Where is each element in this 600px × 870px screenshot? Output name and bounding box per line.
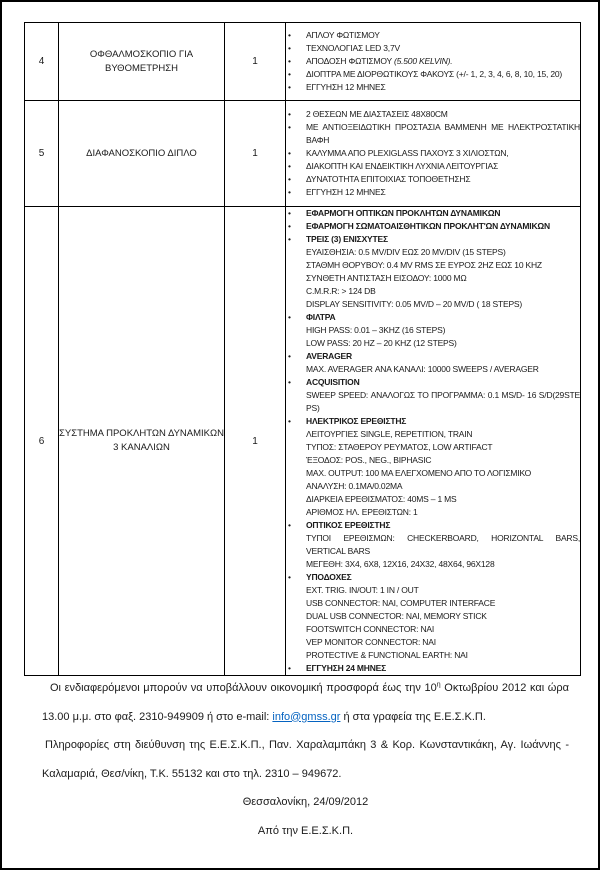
bullet-icon: • [288, 351, 291, 361]
bullet-icon: • [288, 208, 291, 218]
spec-subline: SWEEP SPEED: ΑΝΑΛΟΓΩΣ ΤΟ ΠΡΟΓΡΑΜΜΑ: 0.1 MS/D- 16 S/D(29STE PS) [306, 390, 580, 413]
spec-text: ΕΓΓΥΗΣΗ 12 ΜΗΝΕΣ [306, 82, 386, 92]
spec-subline: PROTECTIVE & FUNCTIONAL EARTH: ΝΑΙ [306, 650, 468, 660]
spec-bullet-item [286, 81, 580, 94]
spec-text: ΔΙΟΠΤΡΑ ΜΕ ΔΙΟΡΘΩΤΙΚΟΥΣ ΦΑΚΟΥΣ (+/- 1, 2, 3, 4, 6, 8, 10, 15, 20) [306, 69, 563, 79]
item-specs-cell [286, 101, 581, 207]
spec-subline: ΛΕΙΤΟΥΡΓΙΕΣ SINGLE, REPETITION, TRAIN [306, 429, 473, 439]
spec-line [306, 571, 580, 584]
item-specs-cell [286, 23, 581, 101]
table-row [25, 23, 581, 101]
spec-text: 2 ΘΕΣΕΩΝ ΜΕ ΔΙΑΣΤΑΣΕΙΣ 48Χ80CM [306, 109, 448, 119]
spec-bullet-item [286, 220, 580, 233]
spec-subline: ΤΥΠΟΙ ΕΡΕΘΙΣΜΩΝ: CHECKERBOARD, HORIZONTAL BARS, VERTICAL BARS [306, 533, 580, 556]
spec-bullet-item [286, 147, 580, 160]
spec-bullet-item [286, 311, 580, 350]
spec-bullet-item [286, 519, 580, 571]
spec-text: AVERAGER [306, 351, 352, 361]
spec-bullet-item [286, 233, 580, 311]
spec-subline: ΜΕΓΕΘΗ: 3Χ4, 6Χ8, 12Χ16, 24Χ32, 48Χ64, 96Χ128 [306, 559, 495, 569]
item-name: ΣΥΣΤΗΜΑ ΠΡΟΚΛΗΤΩΝ ΔΥΝΑΜΙΚΩΝ 3 ΚΑΝΑΛΙΩΝ [59, 207, 225, 676]
spec-subline: LOW PASS: 20 HZ – 20 KHZ (12 STEPS) [306, 338, 457, 348]
bullet-icon: • [288, 122, 291, 132]
spec-subline: HIGH PASS: 0.01 – 3KHZ (16 STEPS) [306, 325, 446, 335]
spec-bullet-item [286, 29, 580, 42]
spec-line [306, 68, 580, 81]
bullet-icon: • [288, 82, 291, 92]
contact-info-paragraph: Πληροφορίες στη διεύθυνση της Ε.Ε.Σ.Κ.Π., Παν. Χαραλαμπάκη 3 & Κορ. Κωνσταντικάκη, Αγ. Ιωάννης - Καλαμαριά, Θεσ/νίκη, Τ.Κ. 55132 και στο τηλ. 2310 – 949672. [42, 739, 569, 780]
spec-bullet-item [286, 186, 580, 199]
spec-text: ΔΥΝΑΤΟΤΗΤΑ ΕΠΙΤΟΙΧΙΑΣ ΤΟΠΟΘΕΤΗΣΗΣ [306, 174, 471, 184]
row-number: 4 [25, 23, 59, 101]
offer-text-before-sup: Οι ενδιαφερόμενοι μπορούν να υποβάλλουν οικονομική προσφορά έως την 10 [50, 682, 437, 694]
bullet-icon: • [288, 43, 291, 53]
spec-text: ΜΕ ΑΝΤΙΟΞΕΙΔΩΤΙΚΗ ΠΡΟΣΤΑΣΙΑ ΒΑΜΜΕΝΗ ΜΕ ΗΛΕΚΤΡΟΣΤΑΤΙΚΗ ΒΑΦΗ [306, 122, 580, 145]
spec-subline: ΔΙΑΡΚΕΙΑ ΕΡΕΘΙΣΜΑΤΟΣ: 40MS – 1 MS [306, 494, 457, 504]
spec-text: ΥΠΟΔΟΧΕΣ [306, 572, 352, 582]
spec-line [306, 519, 580, 532]
spec-bullet-item [286, 571, 580, 662]
spec-line [306, 220, 580, 233]
spec-line [306, 376, 580, 389]
spec-line [306, 311, 580, 324]
spec-text: ΟΠΤΙΚΟΣ ΕΡΕΘΙΣΤΗΣ [306, 520, 391, 530]
bullet-icon: • [288, 109, 291, 119]
item-specs-cell [286, 207, 581, 676]
spec-subline: ΤΥΠΟΣ: ΣΤΑΘΕΡΟΥ ΡΕΥΜΑΤΟΣ, LOW ARTIFACT [306, 442, 493, 452]
spec-text-italic: (5.500 KELVIN). [393, 56, 453, 66]
spec-text: ΑΠΛΟΥ ΦΩΤΙΣΜΟΥ [306, 30, 380, 40]
spec-text: ΔΙΑΚΟΠΤΗ ΚΑΙ ΕΝΔΕΙΚΤΙΚΗ ΛΥΧΝΙΑ ΛΕΙΤΟΥΡΓΙΑΣ [306, 161, 499, 171]
spec-line [306, 55, 580, 68]
bullet-icon: • [288, 30, 291, 40]
spec-line [306, 160, 580, 173]
bullet-icon: • [288, 312, 291, 322]
bullet-icon: • [288, 234, 291, 244]
spec-line [306, 108, 580, 121]
spec-subline: C.M.R.R: > 124 DB [306, 286, 376, 296]
spec-bullet-item [286, 68, 580, 81]
spec-subline: ΈΞΟΔΟΣ: POS., NEG., BIPHASIC [306, 455, 432, 465]
spec-text: ΦΙΛΤΡΑ [306, 312, 336, 322]
spec-text: ΤΡΕΙΣ (3) ΕΝΙΣΧΥΤΕΣ [306, 234, 388, 244]
spec-line [306, 350, 580, 363]
spec-bullet-item [286, 350, 580, 376]
spec-line [306, 81, 580, 94]
bullet-icon: • [288, 416, 291, 426]
spec-subline: FOOTSWITCH CONNECTOR: ΝΑΙ [306, 624, 435, 634]
row-number: 6 [25, 207, 59, 676]
bullet-icon: • [288, 572, 291, 582]
spec-subline: ΑΝΑΛΥΣΗ: 0.1ΜΑ/0.02ΜΑ [306, 481, 403, 491]
spec-bullet-item [286, 376, 580, 415]
spec-text: ΑΠΟΔΟΣΗ ΦΩΤΙΣΜΟΥ [306, 56, 394, 66]
spec-line [306, 233, 580, 246]
spec-bullet-item [286, 121, 580, 147]
spec-subline: VEP MONITOR CONNECTOR: ΝΑΙ [306, 637, 436, 647]
spec-bullet-item [286, 415, 580, 519]
spec-subline: DISPLAY SENSITIVITY: 0.05 MV/D – 20 MV/D ( 18 STEPS) [306, 299, 523, 309]
spec-bullet-item [286, 173, 580, 186]
email-link[interactable]: info@gmss.gr [272, 710, 341, 723]
spec-line [306, 186, 580, 199]
spec-bullet-item [286, 207, 580, 220]
table-row [25, 101, 581, 207]
item-name: ΔΙΑΦΑΝΟΣΚΟΠΙΟ ΔΙΠΛΟ [59, 101, 225, 207]
bullet-icon: • [288, 161, 291, 171]
spec-line [306, 147, 580, 160]
spec-subline: EXT. TRIG. IN/OUT: 1 IN / OUT [306, 585, 419, 595]
item-quantity: 1 [225, 101, 286, 207]
spec-subline: MAX. AVERAGER ΑΝΑ ΚΑΝΑΛΙ: 10000 SWEEPS / AVERAGER [306, 364, 539, 374]
spec-subline: USB CONNECTOR: ΝΑΙ, COMPUTER INTERFACE [306, 598, 496, 608]
spec-bullet-item [286, 55, 580, 68]
spec-subline: MAX. OUTPUT: 100 MA ΕΛΕΓΧΟΜΕΝΟ ΑΠΟ ΤΟ ΛΟΓΙΣΜΙΚΟ [306, 468, 532, 478]
spec-subline: DUAL USB CONNECTOR: ΝΑΙ, MEMORY STICK [306, 611, 487, 621]
spec-line [306, 207, 580, 220]
offer-text-after-email: ή στα γραφεία της Ε.Ε.Σ.Κ.Π. [340, 710, 486, 723]
spec-text: ΕΓΓΥΗΣΗ 24 ΜΗΝΕΣ [306, 663, 387, 673]
ordinal-superscript: η [436, 681, 441, 689]
bullet-icon: • [288, 377, 291, 387]
item-name: ΟΦΘΑΛΜΟΣΚΟΠΙΟ ΓΙΑ ΒΥΘΟΜΕΤΡΗΣΗ [59, 23, 225, 101]
spec-subline: ΕΥΑΙΣΘΗΣΙΑ: 0.5 MV/DIV ΕΩΣ 20 MV/DIV (15 STEPS) [306, 247, 506, 257]
spec-text: ACQUISITION [306, 377, 360, 387]
bullet-icon: • [288, 187, 291, 197]
spec-text: ΕΦΑΡΜΟΓΗ ΟΠΤΙΚΩΝ ΠΡΟΚΛΗΤΩΝ ΔΥΝΑΜΙΚΩΝ [306, 208, 501, 218]
spec-line [306, 415, 580, 428]
spec-line [306, 42, 580, 55]
spec-subline: ΣΥΝΘΕΤΗ ΑΝΤΙΣΤΑΣΗ ΕΙΣΟΔΟΥ: 1000 ΜΩ [306, 273, 467, 283]
spec-text: ΕΦΑΡΜΟΓΗ ΣΩΜΑΤΟΑΙΣΘΗΤΙΚΩΝ ΠΡΟΚΛΗΤ'ΩΝ ΔΥΝΑΜΙΚΩΝ [306, 221, 550, 231]
bullet-icon: • [288, 56, 291, 66]
spec-line [306, 173, 580, 186]
equipment-spec-table [24, 22, 581, 676]
spec-text: ΕΓΓΥΗΣΗ 12 ΜΗΝΕΣ [306, 187, 386, 197]
spec-text: ΤΕΧΝΟΛΟΓΙΑΣ LED 3,7V [306, 43, 400, 53]
place-date-line: Θεσσαλονίκη, 24/09/2012 [242, 796, 369, 808]
spec-subline: ΣΤΑΘΜΗ ΘΟΡΥΒΟΥ: 0.4 MV RMS ΣΕ ΕΥΡΟΣ 2HZ ΕΩΣ 10 KHZ [306, 260, 542, 270]
signature-line: Από την Ε.Ε.Σ.Κ.Π. [257, 824, 354, 837]
bullet-icon: • [288, 221, 291, 231]
bullet-icon: • [288, 663, 291, 673]
spec-line [306, 29, 580, 42]
spec-text: ΗΛΕΚΤΡΙΚΟΣ ΕΡΕΘΙΣΤΗΣ [306, 416, 407, 426]
bullet-icon: • [288, 148, 291, 158]
spec-line [306, 121, 580, 147]
spec-bullet-item [286, 42, 580, 55]
footer-text-block [2, 662, 600, 845]
spec-bullet-item [286, 108, 580, 121]
offer-deadline-paragraph [42, 674, 569, 731]
spec-subline: ΑΡΙΘΜΟΣ ΗΛ. ΕΡΕΘΙΣΤΩΝ: 1 [306, 507, 418, 517]
row-number: 5 [25, 101, 59, 207]
bullet-icon: • [288, 174, 291, 184]
spec-text: ΚΑΛΥΜΜΑ ΑΠΟ PLEXIGLASS ΠΑΧΟΥΣ 3 ΧΙΛΙΟΣΤΩΝ, [306, 148, 509, 158]
bullet-icon: • [288, 520, 291, 530]
item-quantity: 1 [225, 23, 286, 101]
offer-text-after-sup: Οκτωβρίου 2012 και ώρα 13.00 μ.μ. στο φαξ. 2310-949909 ή στο e-mail: [42, 682, 569, 723]
item-quantity: 1 [225, 207, 286, 676]
bullet-icon: • [288, 69, 291, 79]
spec-bullet-item [286, 160, 580, 173]
table-row [25, 207, 581, 676]
